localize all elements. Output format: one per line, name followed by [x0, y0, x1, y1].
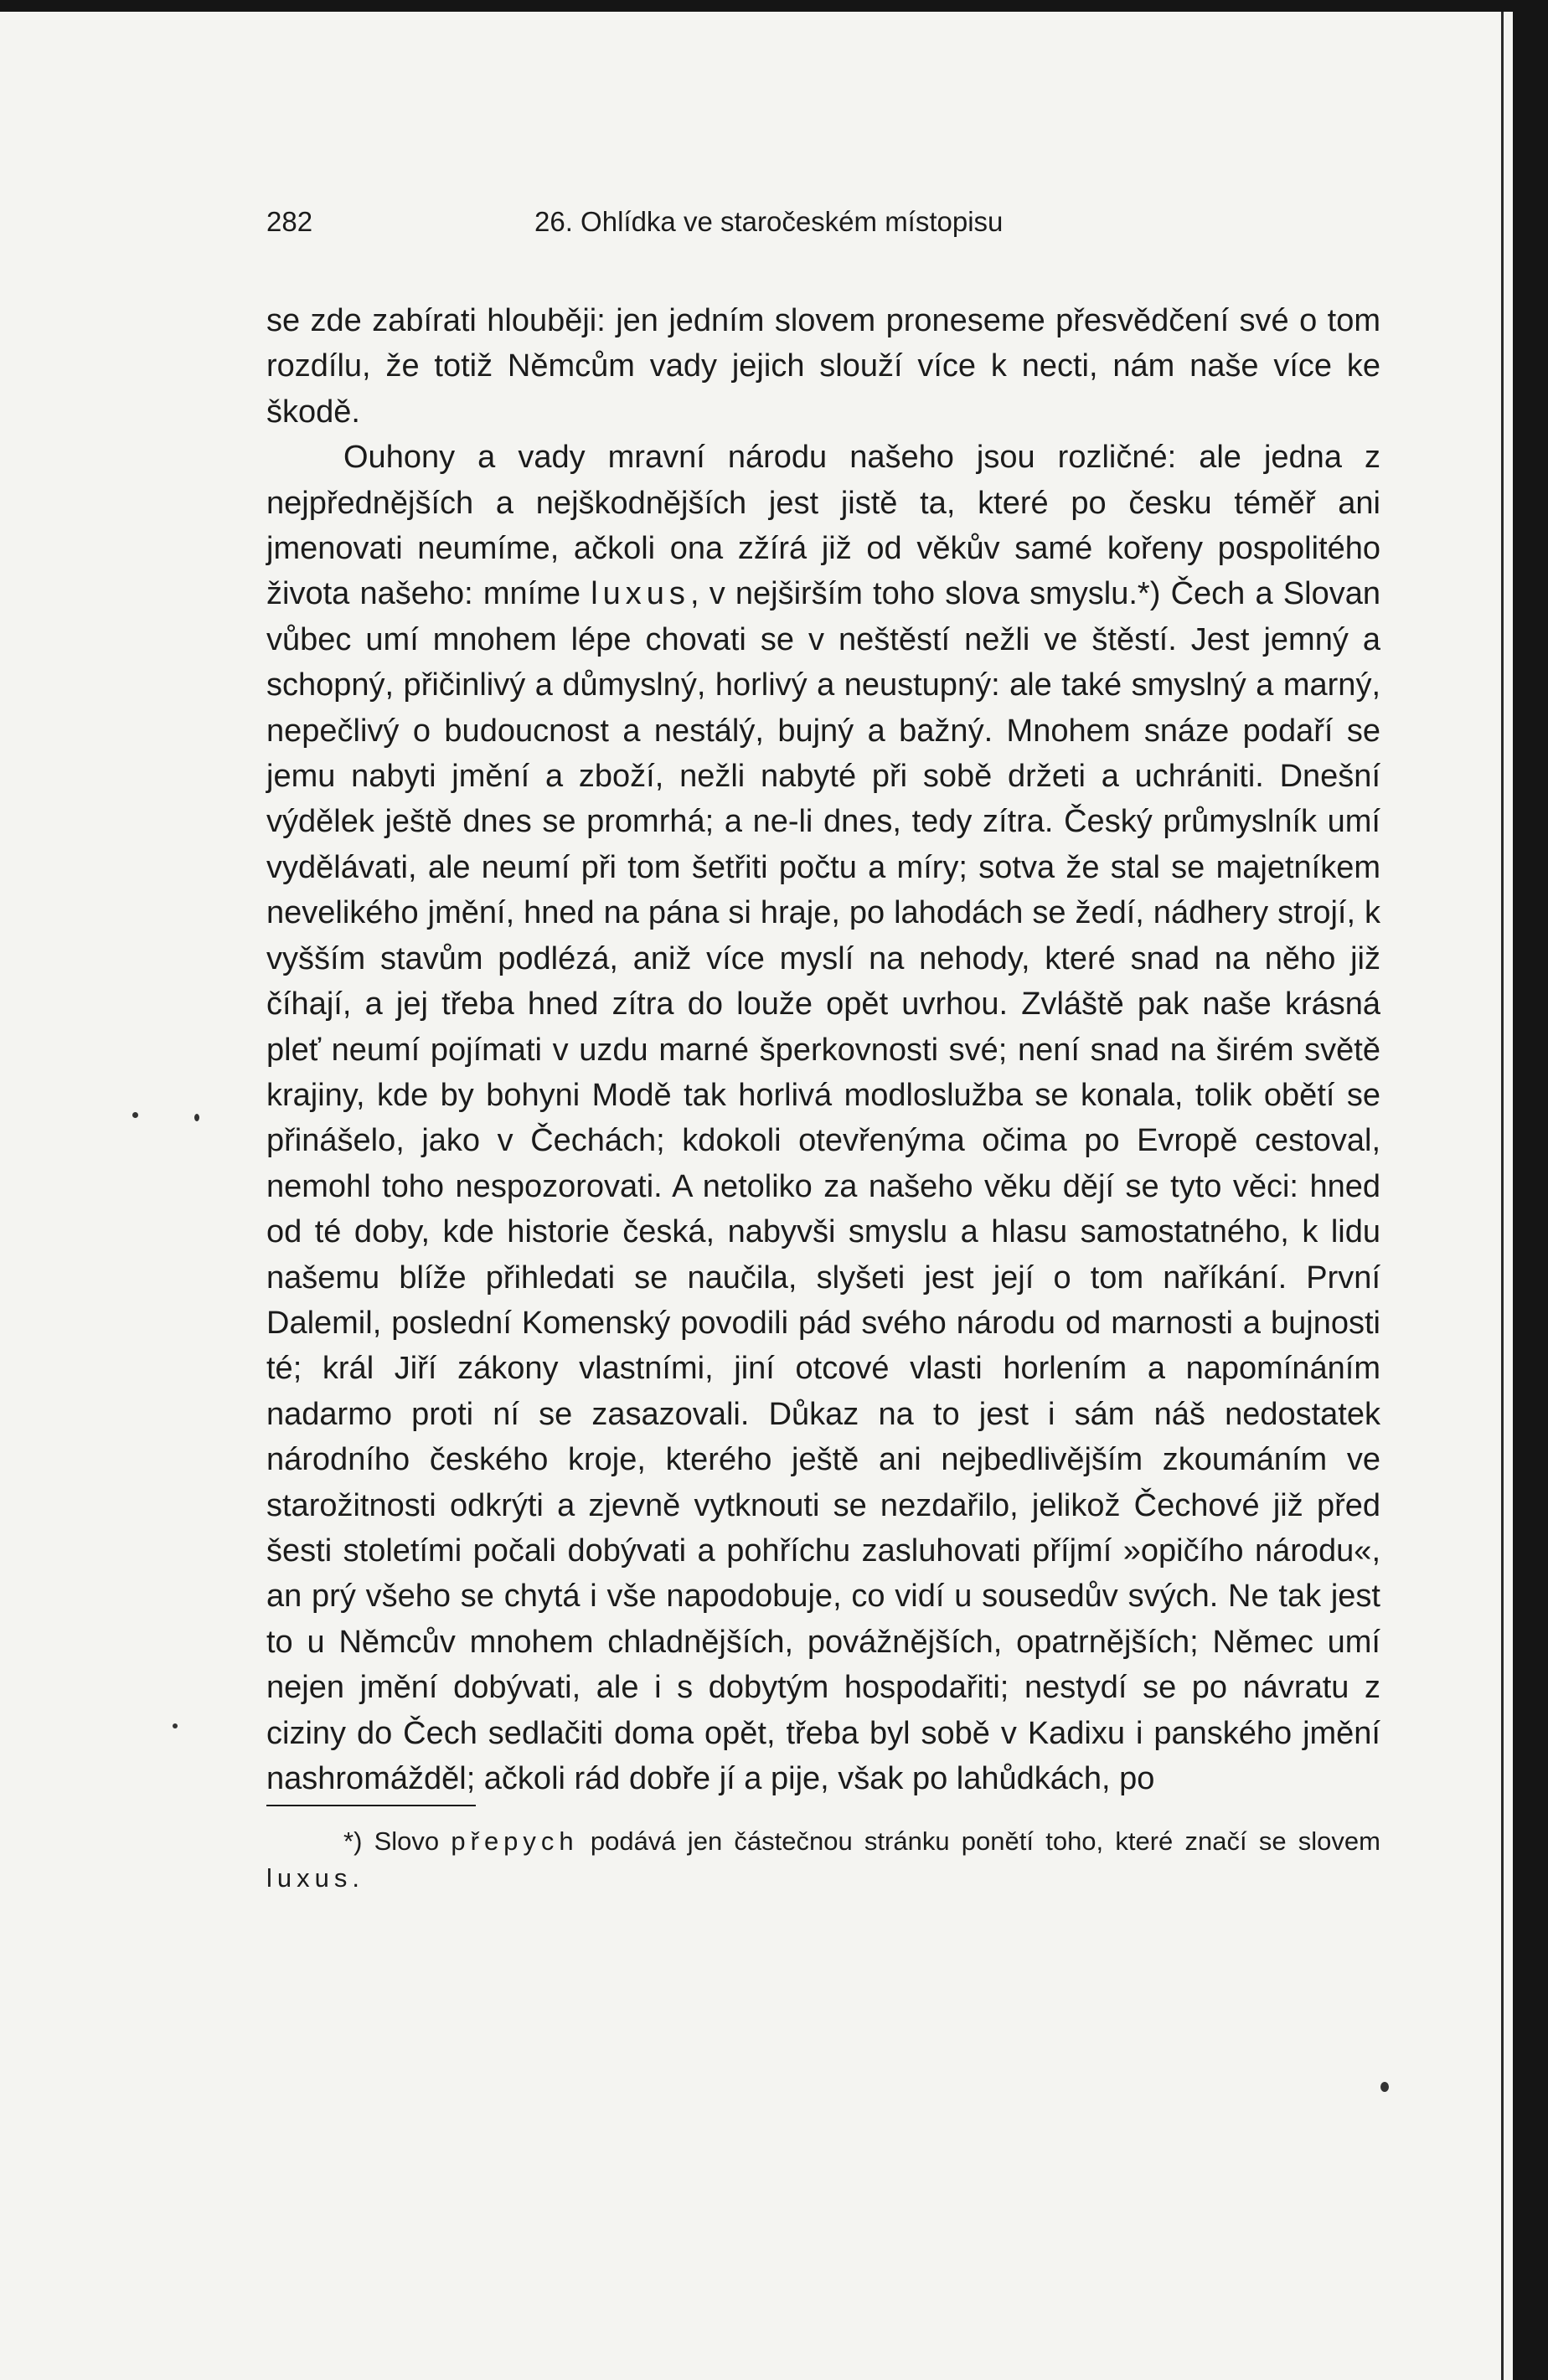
paragraph-main — [266, 435, 1380, 1801]
scan-right-border — [1513, 0, 1548, 2380]
scan-speck — [132, 1112, 138, 1118]
book-page — [266, 193, 1380, 1923]
scan-top-border — [0, 0, 1548, 12]
footnote-spaced-word: luxus — [266, 1863, 353, 1893]
running-title: 26. Ohlídka ve staročeském místopisu — [534, 206, 1004, 237]
footnote-rule — [266, 1805, 476, 1806]
footnote-text-middle: podává jen částečnou stránku ponětí toho, které značí se slovem — [590, 1826, 1380, 1857]
running-head — [266, 193, 1380, 251]
footnote-text-start: *) Slovo — [343, 1826, 440, 1857]
body-text — [266, 298, 1380, 1801]
scan-speck — [194, 1114, 199, 1121]
spaced-emphasis-word: luxus — [591, 576, 690, 612]
scan-speck — [173, 1723, 178, 1728]
footnote-spaced-word: přepych — [451, 1826, 579, 1857]
scan-page-edge-line — [1501, 12, 1504, 2380]
page-number: 282 — [266, 206, 313, 237]
paragraph-text-rest: , v nejširším toho slova smyslu.*) Čech a Slovan vůbec umí mnohem lépe chovati se v neštěstí nežli ve štěstí. Jest jemný a schopný, přičinlivý a důmyslný, horlivý a neustupný: ale také smyslný a marný, nepečlivý o budoucnost a nestálý, bujný a bažný. Mnohem snáze podaří se jemu nabyti jmění a zboží, nežli nabyté při sobě držeti a uchrániti. Dnešní výdělek ještě dnes se promrhá; a ne-li dnes, tedy zítra. Český průmyslník umí vydělávati, ale neumí při tom šetřiti počtu a míry; sotva že stal se majetníkem nevelikého jmění, hned na pána si hraje, po lahodách se žedí, nádhery strojí, k vyšším stavům podlézá, aniž více myslí na nehody, které snad na něho již číhají, a jej třeba hned zítra do louže opět uvrhou. Zvláště pak naše krásná pleť neumí pojímati v uzdu marné šperkovnosti své; není snad na širém světě krajiny, kde by bohyni Modě tak horlivá modloslužba se konala, tolik obětí se přinášelo, jako v Čechách; kdokoli otevřenýma očima po Evropě cestoval, nemohl toho nespozorovati. A netoliko za našeho věku dějí se tyto věci: hned od té doby, kde historie česká, nabyvši smyslu a hlasu samostatného, k lidu našemu blíže přihledati se naučila, slyšeti jest její o tom naříkání. První Dalemil, poslední Komenský povodili pád svého národu od marnosti a bujnosti té; král Jiří zákony vlastními, jiní otcové vlasti horlením a napomínáním nadarmo proti ní se zasazovali. Důkaz na to jest i sám náš nedostatek národního českého kroje, kterého ještě ani nejbedlivějším zkoumáním ve starožitnosti odkrýti a zjevně vytknouti se nezdařilo, jelikož Čechové již před šesti stoletími počali dobývati a pohříchu zasluhovati příjmí »opičího národu«, an prý všeho se chytá i vše napodobuje, co vidí u sousedův svých. Ne tak jest to u Němcův mnohem chladnějších, povážnějších, opatrnějších; Němec umí nejen jmění dobývati, ale i s dobytým hospodařiti; nestydí se po návratu z ciziny do Čech sedlačiti doma opět, třeba byl sobě v Kadixu i panského jmění nashromážděl; ačkoli rád dobře jí a pije, však po lahůdkách, po — [266, 576, 1380, 1796]
footnote-text-end: . — [352, 1863, 359, 1893]
footnote — [266, 1823, 1380, 1897]
scan-speck — [1380, 2082, 1389, 2092]
paragraph-text-start: Ouhony a vady mravní národu našeho jsou rozličné: ale jedna z nejpřednějších a nejškodnějších jest jistě ta, které po česku téměř ani jmenovati neumíme, ačkoli ona zžírá již od věkův samé kořeny pospolitého života našeho: mníme — [266, 440, 1380, 612]
paragraph-continued: se zde zabírati hlouběji: jen jedním slovem proneseme přesvědčení své o tom rozdílu, že totiž Němcům vady jejich slouží více k necti, nám naše více ke škodě. — [266, 303, 1380, 430]
